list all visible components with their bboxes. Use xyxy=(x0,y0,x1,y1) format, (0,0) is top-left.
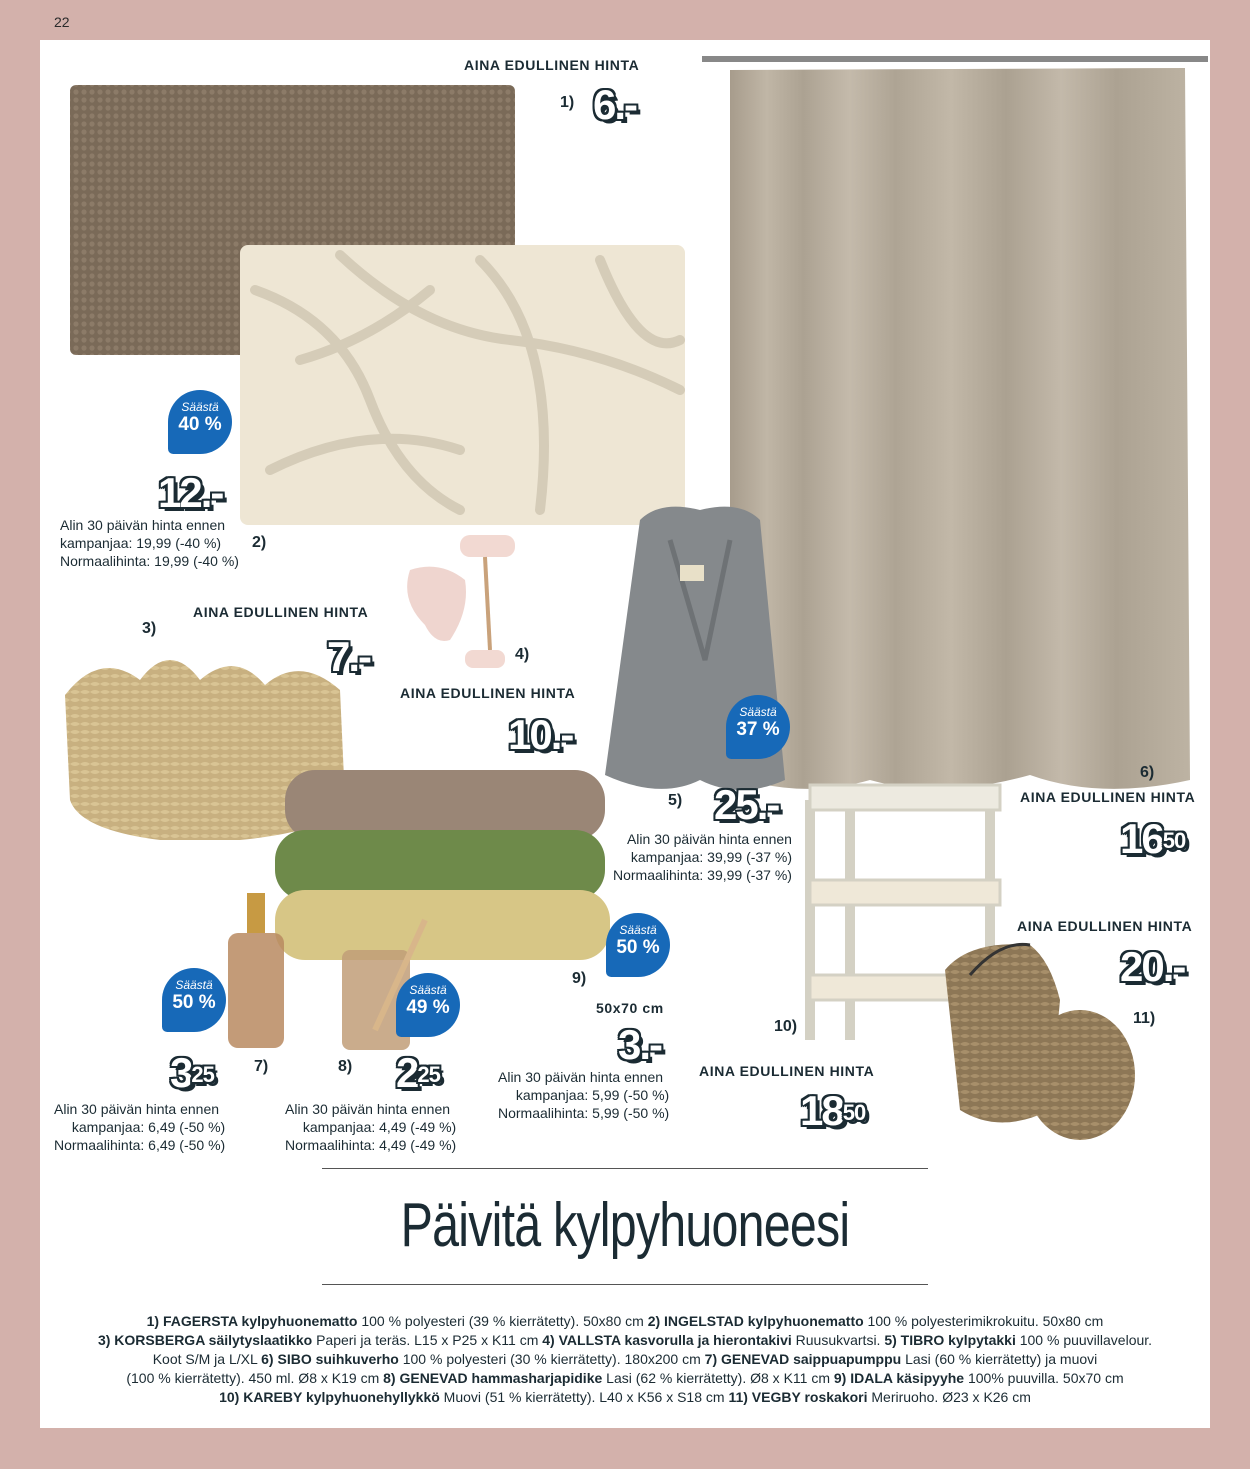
note-line: Normaalihinta: 6,49 (-50 %) xyxy=(54,1137,226,1153)
desc-text: Muovi (51 % kierrätetty). L40 x K56 x S18 cm xyxy=(439,1389,729,1405)
save-percent: 37 % xyxy=(736,719,780,740)
desc-text: 100 % puuvillavelour. xyxy=(1015,1332,1153,1348)
save-label: Säästä xyxy=(619,923,657,937)
price-3: 7.- xyxy=(327,633,371,680)
price-6 xyxy=(1120,815,1186,862)
save-badge-8 xyxy=(396,973,460,1037)
desc-text: Lasi (60 % kierrätetty) ja muovi xyxy=(901,1351,1098,1367)
price-5: 25.- xyxy=(714,781,779,828)
note-line: kampanjaa: 6,49 (-50 %) xyxy=(71,1119,226,1135)
note-line: Normaalihinta: 39,99 (-37 %) xyxy=(613,867,792,883)
note-line: Normaalihinta: 4,49 (-49 %) xyxy=(285,1137,457,1153)
desc-text: Ruusukvartsi. xyxy=(791,1332,885,1348)
price-cents: 25 xyxy=(191,1062,214,1087)
note-line: kampanjaa: 19,99 (-40 %) xyxy=(60,535,222,551)
save-percent: 50 % xyxy=(616,937,660,958)
note-line: kampanjaa: 39,99 (-37 %) xyxy=(630,849,792,865)
waste-basket xyxy=(945,944,1135,1140)
price-10 xyxy=(800,1087,866,1134)
divider-bottom xyxy=(322,1284,928,1285)
bath-mat-cream xyxy=(240,245,685,525)
shower-curtain xyxy=(702,56,1208,789)
label-always-cheap-11: AINA EDULLINEN HINTA xyxy=(1017,918,1193,934)
price-11: 20.- xyxy=(1120,943,1185,990)
desc-name: 6) SIBO suihkuverho xyxy=(261,1351,399,1367)
size-9: 50x70 cm xyxy=(596,1000,664,1016)
save-percent: 49 % xyxy=(406,997,450,1018)
label-always-cheap-10: AINA EDULLINEN HINTA xyxy=(699,1063,875,1079)
item-number-4: 4) xyxy=(515,646,530,663)
price-cents: 50 xyxy=(842,1100,866,1125)
item-number-9: 9) xyxy=(572,970,587,987)
desc-text: Lasi (62 % kierrätetty). Ø8 x K11 cm xyxy=(602,1370,834,1386)
desc-text: Meriruoho. Ø23 x K26 cm xyxy=(867,1389,1031,1405)
price-note-8 xyxy=(285,1100,456,1154)
price-main: 2 xyxy=(396,1049,418,1096)
note-line: Normaalihinta: 5,99 (-50 %) xyxy=(498,1105,670,1121)
item-number-1: 1) xyxy=(560,94,575,111)
save-label: Säästä xyxy=(175,978,213,992)
price-note-2 xyxy=(60,516,239,570)
price-7 xyxy=(170,1049,214,1096)
desc-name: 11) VEGBY roskakori xyxy=(728,1389,868,1405)
desc-name: 10) KAREBY kylpyhuonehyllykkö xyxy=(219,1389,440,1405)
desc-text: 100 % polyesteri (30 % kierrätetty). 180x200 cm xyxy=(398,1351,705,1367)
desc-text: Koot S/M ja L/XL xyxy=(152,1351,262,1367)
price-9: 3.- xyxy=(618,1021,662,1068)
price-note-5 xyxy=(613,830,792,884)
desc-text: 100 % polyesteri (39 % kierrätetty). 50x80 cm xyxy=(357,1313,648,1329)
item-number-7: 7) xyxy=(254,1058,269,1075)
item-number-2: 2) xyxy=(252,534,267,551)
price-cents: 50 xyxy=(1162,828,1186,853)
item-number-3: 3) xyxy=(142,620,157,637)
price-note-7 xyxy=(54,1100,225,1154)
save-label: Säästä xyxy=(409,983,447,997)
desc-text: (100 % kierrätetty). 450 ml. Ø8 x K19 cm xyxy=(126,1370,384,1386)
save-badge-2 xyxy=(168,390,232,454)
towel-stack xyxy=(275,770,610,960)
page-number: 22 xyxy=(54,14,70,30)
save-badge-9 xyxy=(606,913,670,977)
price-main: 16 xyxy=(1120,815,1163,862)
item-number-6: 6) xyxy=(1140,764,1155,781)
price-cents: 25 xyxy=(417,1062,440,1087)
desc-name: 3) KORSBERGA säilytyslaatikko xyxy=(97,1332,313,1348)
desc-text: 100 % polyesterimikrokuitu. 50x80 cm xyxy=(863,1313,1104,1329)
label-always-cheap-3: AINA EDULLINEN HINTA xyxy=(193,604,369,620)
note-line: Alin 30 päivän hinta ennen xyxy=(285,1101,451,1117)
desc-name: 7) GENEVAD saippuapumppu xyxy=(704,1351,902,1367)
note-line: Alin 30 päivän hinta ennen xyxy=(498,1069,664,1085)
note-line: Alin 30 päivän hinta ennen xyxy=(626,831,792,847)
product-descriptions xyxy=(40,1312,1210,1407)
save-badge-5 xyxy=(726,695,790,759)
item-number-8: 8) xyxy=(338,1058,353,1075)
divider-top xyxy=(322,1168,928,1169)
item-number-5: 5) xyxy=(668,792,683,809)
headline: Päivitä kylpyhuoneesi xyxy=(400,1191,850,1260)
desc-name: 8) GENEVAD hammasharjapidike xyxy=(383,1370,603,1386)
save-label: Säästä xyxy=(739,705,777,719)
note-line: Alin 30 päivän hinta ennen xyxy=(54,1101,220,1117)
note-line: Normaalihinta: 19,99 (-40 %) xyxy=(60,553,239,569)
desc-name: 2) INGELSTAD kylpyhuonematto xyxy=(647,1313,864,1329)
save-percent: 40 % xyxy=(178,414,222,435)
price-note-9 xyxy=(498,1068,669,1122)
desc-name: 4) VALLSTA kasvorulla ja hierontakivi xyxy=(542,1332,792,1348)
price-2: 12.- xyxy=(158,469,223,516)
item-number-10: 10) xyxy=(774,1018,798,1035)
save-label: Säästä xyxy=(181,400,219,414)
label-always-cheap-4: AINA EDULLINEN HINTA xyxy=(400,685,576,701)
desc-text: 100% puuvilla. 50x70 cm xyxy=(964,1370,1124,1386)
label-always-cheap-6: AINA EDULLINEN HINTA xyxy=(1020,789,1196,805)
price-1: 6.- xyxy=(593,81,637,128)
price-8 xyxy=(396,1049,440,1096)
save-percent: 50 % xyxy=(172,992,216,1013)
desc-text: Paperi ja teräs. L15 x P25 x K11 cm xyxy=(312,1332,543,1348)
catalog-page xyxy=(40,40,1210,1428)
face-roller xyxy=(407,535,515,668)
price-main: 3 xyxy=(170,1049,192,1096)
desc-name: 9) IDALA käsipyyhe xyxy=(833,1370,965,1386)
note-line: Alin 30 päivän hinta ennen xyxy=(60,517,226,533)
price-4: 10.- xyxy=(508,711,573,758)
label-always-cheap-1: AINA EDULLINEN HINTA xyxy=(464,57,640,73)
price-main: 18 xyxy=(800,1087,843,1134)
note-line: kampanjaa: 5,99 (-50 %) xyxy=(515,1087,670,1103)
desc-name: 5) TIBRO kylpytakki xyxy=(884,1332,1016,1348)
save-badge-7 xyxy=(162,968,226,1032)
item-number-11: 11) xyxy=(1133,1010,1156,1027)
note-line: kampanjaa: 4,49 (-49 %) xyxy=(302,1119,457,1135)
desc-name: 1) FAGERSTA kylpyhuonematto xyxy=(146,1313,358,1329)
